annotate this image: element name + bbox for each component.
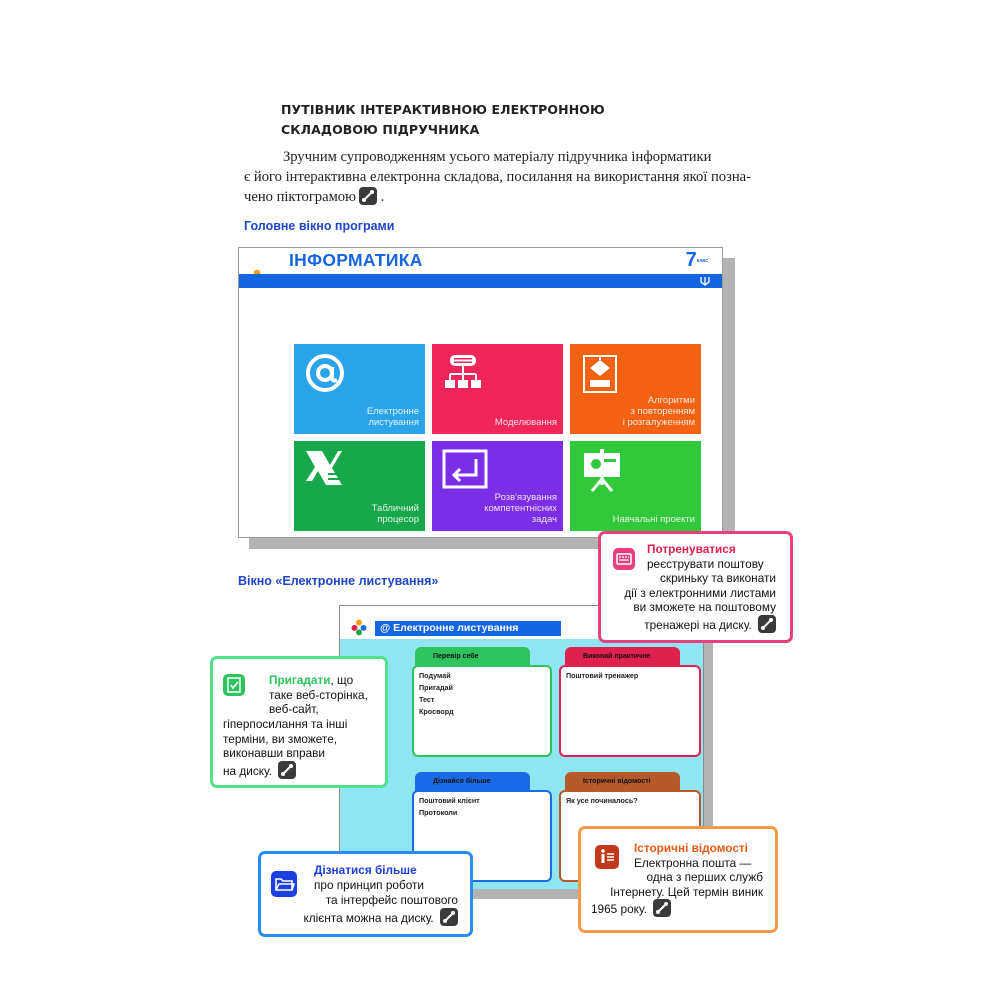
return-arrow-icon [442,449,488,494]
flowchart-icon [580,352,620,401]
grade-badge: $7^{клас}$ [685,249,708,271]
checklist-icon [223,674,245,696]
disk-link-icon[interactable] [653,899,671,917]
trident-icon [700,276,710,286]
section-email-window-title: Вікно «Електронне листування» [238,574,439,588]
disk-link-icon[interactable] [278,761,296,779]
callout-learn-more: Дізнатися більше про принцип роботи та інтерфейс поштового клієнта можна на диску. [258,851,473,937]
app-header-bar [239,274,722,288]
disk-link-icon[interactable] [359,187,377,205]
tile-projects[interactable]: Навчальні проекти [570,441,701,531]
list-item[interactable]: Поштовий тренажер [566,671,639,680]
list-item[interactable]: Як усе починалось? [566,796,638,805]
intro-paragraph: Зручним супроводженням усього матеріалу підручника інформатики є його інтерактивна електронна складова, посилання на використання якої позна- чено піктограмою . [244,149,752,205]
tile-modeling[interactable]: Моделювання [432,344,563,434]
tab-history[interactable]: Історичні відомості [565,772,680,792]
keyboard-icon [613,548,635,570]
spreadsheet-x-icon [304,449,344,492]
list-item[interactable]: Пригадай [419,683,453,692]
model-tree-icon [442,352,486,401]
list-item[interactable]: Тест [419,695,435,704]
tab-learn-more[interactable]: Дізнайся більше [415,772,530,792]
tile-spreadsheet[interactable]: Табличний процесор [294,441,425,531]
main-window-screenshot [238,247,723,538]
section-main-window-title: Головне вікно програми [244,219,395,233]
panel-check-yourself [412,665,552,757]
email-window-title: @ Електронне листування [375,621,561,636]
tile-algorithms[interactable]: Алгоритми з повторенням і розгалуженням [570,344,701,434]
tab-check-yourself[interactable]: Перевір себе [415,647,530,667]
list-item[interactable]: Протоколи [419,808,458,817]
list-item[interactable]: Подумай [419,671,451,680]
heading-line-2: СКЛАДОВОЮ ПІДРУЧНИКА [281,122,480,137]
disk-link-icon[interactable] [440,908,458,926]
at-icon [304,352,346,399]
callout-history: Історичні відомості Електронна пошта — одна з перших служб Інтернету. Цей термін виник 1965 року. [578,826,778,933]
tab-do-practical[interactable]: Виконай практичне [565,647,680,667]
presentation-board-icon [580,449,624,498]
tile-email[interactable]: Електронне листування [294,344,425,434]
guide-heading [281,100,741,140]
panel-do-practical [559,665,701,757]
callout-train: Потренуватися реєструвати поштову скриньку та виконати дії з електронними листами ви зможете на поштовому тренажері на диску. [598,531,793,643]
tile-competence-tasks[interactable]: Розв'язування компетентнісних задач [432,441,563,531]
app-title: ІНФОРМАТИКА [289,250,423,270]
app-logo-icon [350,618,368,641]
list-item[interactable]: Кросворд [419,707,454,716]
info-book-icon [595,845,619,869]
heading-line-1: ПУТІВНИК ІНТЕРАКТИВНОЮ ЕЛЕКТРОННОЮ [281,102,605,117]
disk-link-icon[interactable] [758,615,776,633]
list-item[interactable]: Поштовий клієнт [419,796,480,805]
callout-recall: Пригадати, що таке веб-сторінка, веб-сайт, гіперпосилання та інші терміни, ви зможете, виконавши вправи на диску. [210,656,388,788]
